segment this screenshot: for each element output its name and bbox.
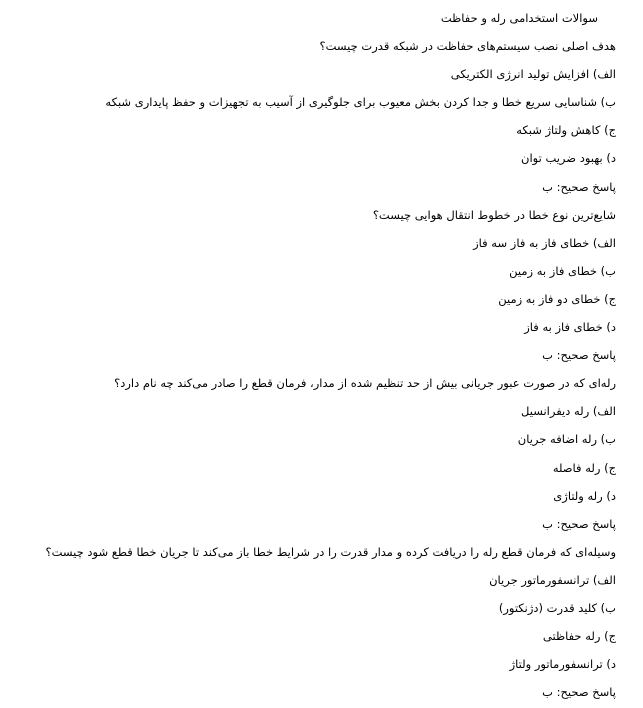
question-3-option-c: ج) رله فاصله: [552, 460, 616, 475]
question-4-option-a: الف) ترانسفورماتور جریان: [489, 572, 616, 587]
question-1-answer: پاسخ صحیح: ب: [542, 179, 616, 194]
question-2-text: شایع‌ترین نوع خطا در خطوط انتقال هوایی چیست؟: [372, 207, 616, 222]
question-3-text: رله‌ای که در صورت عبور جریانی بیش از حد تنظیم شده از مدار، فرمان قطع را صادر می‌کند چه نام دارد؟: [114, 376, 616, 391]
document-title: سوالات استخدامی رله و حفاظت: [440, 11, 598, 25]
question-2-option-b: ب) خطای فاز به زمین: [509, 263, 616, 278]
question-1-option-a: الف) افزایش تولید انرژی الکتریکی: [450, 67, 616, 82]
question-2-option-c: ج) خطای دو فاز به زمین: [498, 291, 616, 306]
question-3-option-b: ب) رله اضافه جریان: [517, 432, 616, 447]
question-4-option-d: د) ترانسفورماتور ولتاژ: [509, 657, 616, 672]
question-3-option-d: د) رله ولتاژی: [553, 488, 616, 503]
question-3-option-a: الف) رله دیفرانسیل: [521, 404, 616, 419]
document-body: [26, 4, 616, 706]
question-4-option-c: ج) رله حفاظتی: [542, 629, 616, 644]
question-1-option-b: ب) شناسایی سریع خطا و جدا کردن بخش معیوب برای جلوگیری از آسیب به تجهیزات و حفظ پایداری شبکه: [105, 95, 616, 110]
question-1-option-c: ج) کاهش ولتاژ شبکه: [516, 123, 616, 138]
question-1-option-d: د) بهبود ضریب توان: [521, 151, 616, 166]
question-2-option-a: الف) خطای فاز به فاز سه فاز: [473, 235, 616, 250]
question-3-answer: پاسخ صحیح: ب: [542, 516, 616, 531]
question-4-text: وسیله‌ای که فرمان قطع رله را دریافت کرده و مدار قدرت را در شرایط خطا باز می‌کند تا جریان خطا قطع شود چیست؟: [45, 544, 616, 559]
question-2-option-d: د) خطای فاز به فاز: [524, 320, 616, 335]
question-1-text: هدف اصلی نصب سیستم‌های حفاظت در شبکه قدرت چیست؟: [319, 39, 616, 54]
question-4-option-b: ب) کلید قدرت (دژنکتور): [498, 600, 616, 615]
question-2-answer: پاسخ صحیح: ب: [542, 348, 616, 363]
question-4-answer: پاسخ صحیح: ب: [542, 685, 616, 700]
